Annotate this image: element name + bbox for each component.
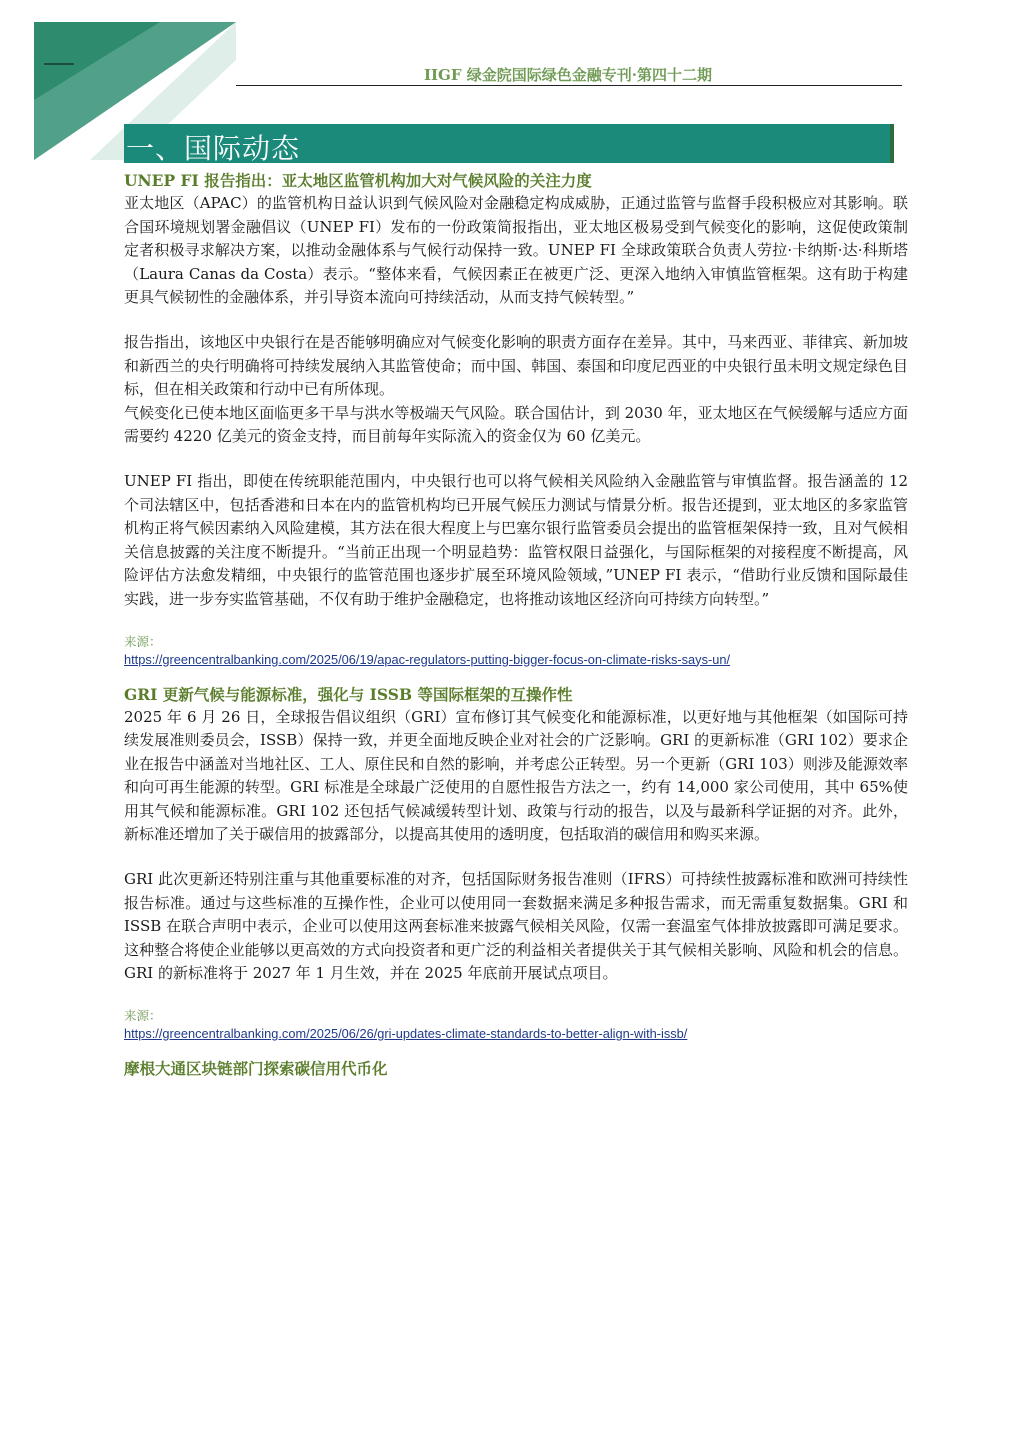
article-heading: 摩根大通区块链部门探索碳信用代币化 bbox=[124, 1059, 388, 1079]
article-paragraph: 2025 年 6 月 26 日，全球报告倡议组织（GRI）宣布修订其气候变化和能源标准，以更好地与其他框架（如国际可持续发展准则委员会，ISSB）保持一致，并更全面地反映企业对社会的广泛影响。GRI 的更新标准（GRI 102）要求企业在报告中涵盖对当地社区、工人、原住民和自然的影响，并考虑公正转型。另一个更新（GRI 103）则涉及能源效率和向可再生能源的转型。GRI 标准是全球最广泛使用的自愿性报告方法之一，约有 14,000 家公司使用，其中 65%使用其气候和能源标准。GRI 102 还包括气候减缓转型计划、政策与行动的报告，以及与最新科学证据的对齐。此外，新标准还增加了关于碳信用的披露部分，以提高其使用的透明度，包括取消的碳信用和购买来源。 bbox=[124, 707, 908, 844]
header-rule bbox=[236, 85, 902, 86]
article-paragraph: 亚太地区（APAC）的监管机构日益认识到气候风险对金融稳定构成威胁，正通过监管与监督手段积极应对其影响。联合国环境规划署金融倡议（UNEP FI）发布的一份政策简报指出，亚太地区极易受到气候变化的影响，这促使政策制定者积极寻求解决方案，以推动金融体系与气候行动保持一致。UNEP FI 全球政策联合负责人劳拉·卡纳斯·达·科斯塔（Laura Canas da Costa）表示。“整体来看，气候因素正在被更广泛、更深入地纳入审慎监管框架。这有助于构建更具气候韧性的金融体系，并引导资本流向可持续活动，从而支持气候转型。” bbox=[124, 194, 908, 307]
main-content bbox=[124, 170, 908, 1080]
article-paragraph: GRI 此次更新还特别注重与其他重要标准的对齐，包括国际财务报告准则（IFRS）可持续性披露标准和欧洲可持续性报告标准。通过与这些标准的互操作性，企业可以使用同一套数据来满足多种报告需求，而无需重复数据集。GRI 和 ISSB 在联合声明中表示，企业可以使用这两套标准来披露气候相关风险，仅需一套温室气体排放披露即可满足要求。这种整合将使企业能够以更高效的方式向投资者和更广泛的利益相关者提供关于其气候相关影响、风险和机会的信息。GRI 的新标准将于 2027 年 1 月生效，并在 2025 年底前开展试点项目。 bbox=[124, 870, 908, 983]
source-link[interactable]: https://greencentralbanking.com/2025/06/19/apac-regulators-putting-bigger-focus-on-climate-risks-says-un/ bbox=[124, 651, 731, 667]
source-link[interactable]: https://greencentralbanking.com/2025/06/26/gri-updates-climate-standards-to-better-align-with-issb/ bbox=[124, 1026, 688, 1042]
article-paragraph: UNEP FI 指出，即使在传统职能范围内，中央银行也可以将气候相关风险纳入金融监管与审慎监督。报告涵盖的 12 个司法辖区中，包括香港和日本在内的监管机构均已开展气候压力测试与情景分析。报告还提到，亚太地区的多家监管机构正将气候因素纳入风险建模，其方法在很大程度上与巴塞尔银行监管委员会提出的监管框架保持一致，且对气候相关信息披露的关注度不断提升。“当前正出现一个明显趋势：监管权限日益强化，与国际框架的对接程度不断提高，风险评估方法愈发精细，中央银行的监管范围也逐步扩展至环境风险领域，”UNEP FI 表示，“借助行业反馈和国际最佳实践，进一步夯实监管基础，不仅有助于维护金融稳定，也将推动该地区经济向可持续方向转型。” bbox=[124, 471, 908, 608]
journal-header-title: IIGF 绿金院国际绿色金融专刊·第四十二期 bbox=[424, 66, 712, 84]
article-heading: GRI 更新气候与能源标准，强化与 ISSB 等国际框架的互操作性 bbox=[124, 684, 573, 704]
article-heading: UNEP FI 报告指出：亚太地区监管机构加大对气候风险的关注力度 bbox=[124, 171, 592, 190]
article-paragraph: 报告指出，该地区中央银行在是否能够明确应对气候变化影响的职责方面存在差异。其中，马来西亚、菲律宾、新加坡和新西兰的央行明确将可持续发展纳入其监管使命；而中国、韩国、泰国和印度尼西亚的中央银行虽未明文规定绿色目标，但在相关政策和行动中已有所体现。 bbox=[124, 332, 908, 399]
source-label: 来源： bbox=[124, 1008, 162, 1024]
section-banner bbox=[124, 124, 894, 163]
section-title: 一、国际动态 bbox=[126, 132, 301, 165]
source-label: 来源： bbox=[124, 633, 162, 649]
article-paragraph: 气候变化已使本地区面临更多干旱与洪水等极端天气风险。联合国估计，到 2030 年，亚太地区在气候缓解与适应方面需要约 4220 亿美元的资金支持，而目前每年实际流入的资金仅为 60 亿美元。 bbox=[124, 403, 908, 446]
corner-dash bbox=[44, 63, 74, 65]
